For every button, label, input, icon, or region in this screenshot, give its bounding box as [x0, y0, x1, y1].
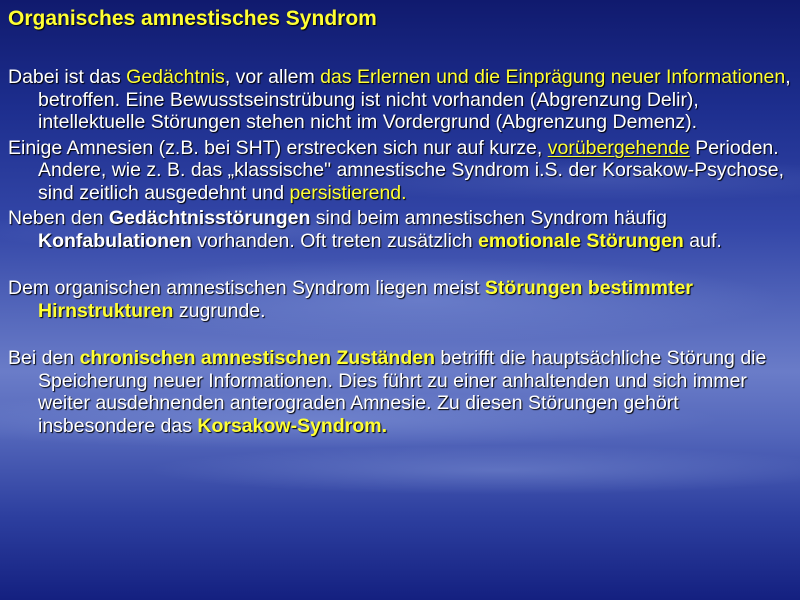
paragraph-memory [8, 66, 792, 134]
paragraph-brain-structures [8, 277, 792, 322]
p1-text-1: Dabei ist das [8, 66, 127, 88]
p3-bold-memory-disorders: Gedächtnisstörungen [108, 207, 311, 229]
p2-text-2: Perioden. Andere, wie z. B. das „klassische" amnestische Syndrom i.S. der Korsakow-Psychose, sind zeitlich ausgedehnt und [38, 136, 785, 204]
p2-highlight-persistent: persistierend. [289, 181, 407, 204]
p3-text-4: auf. [683, 229, 722, 252]
p5-highlight-chronic: chronischen amnestischen Zuständen [79, 347, 435, 369]
p5-text-2: betrifft die hauptsächliche Störung die Speicherung neuer Informationen. Dies führt zu einer anhaltenden und sich immer weiter ausdehnenden anterograden Amnesie. Zu diesen Störungen gehört insbesondere das [38, 347, 767, 437]
p5-highlight-korsakow: Korsakow-Syndrom. [197, 414, 387, 437]
paragraph-amnesia-types [8, 137, 792, 205]
slide-body [8, 66, 792, 437]
p1-highlight-learning: das Erlernen und die Einprägung neuer Informationen [320, 66, 786, 88]
p3-highlight-emotional: emotionale Störungen [477, 229, 684, 252]
p3-bold-confabulations: Konfabulationen [38, 229, 192, 252]
p3-text-2: sind beim amnestischen Syndrom häufig [310, 207, 667, 229]
paragraph-chronic [8, 347, 792, 437]
p4-text-1: Dem organischen amnestischen Syndrom liegen meist [8, 277, 485, 299]
p1-text-2: , vor allem [224, 66, 321, 88]
p5-text-1: Bei den [8, 347, 80, 369]
p2-highlight-transient: vorübergehende [547, 136, 690, 159]
p3-text-1: Neben den [8, 207, 109, 229]
p1-highlight-memory: Gedächtnis [126, 66, 225, 88]
p1-text-3: , betroffen. Eine Bewusstseinstrübung ist nicht vorhanden (Abgrenzung Delir), intellektuelle Störungen stehen nicht im Vordergrund (Abgrenzung Demenz). [38, 66, 791, 133]
p4-highlight-structures: Störungen bestimmter Hirnstrukturen [38, 277, 693, 322]
p4-text-2: zugrunde. [173, 299, 266, 322]
slide-title: Organisches amnestisches Syndrom [8, 7, 377, 30]
paragraph-confabulation [8, 207, 792, 252]
p3-text-3: vorhanden. Oft treten zusätzlich [191, 229, 478, 252]
p2-text-1: Einige Amnesien (z.B. bei SHT) erstrecken sich nur auf kurze, [8, 136, 548, 159]
